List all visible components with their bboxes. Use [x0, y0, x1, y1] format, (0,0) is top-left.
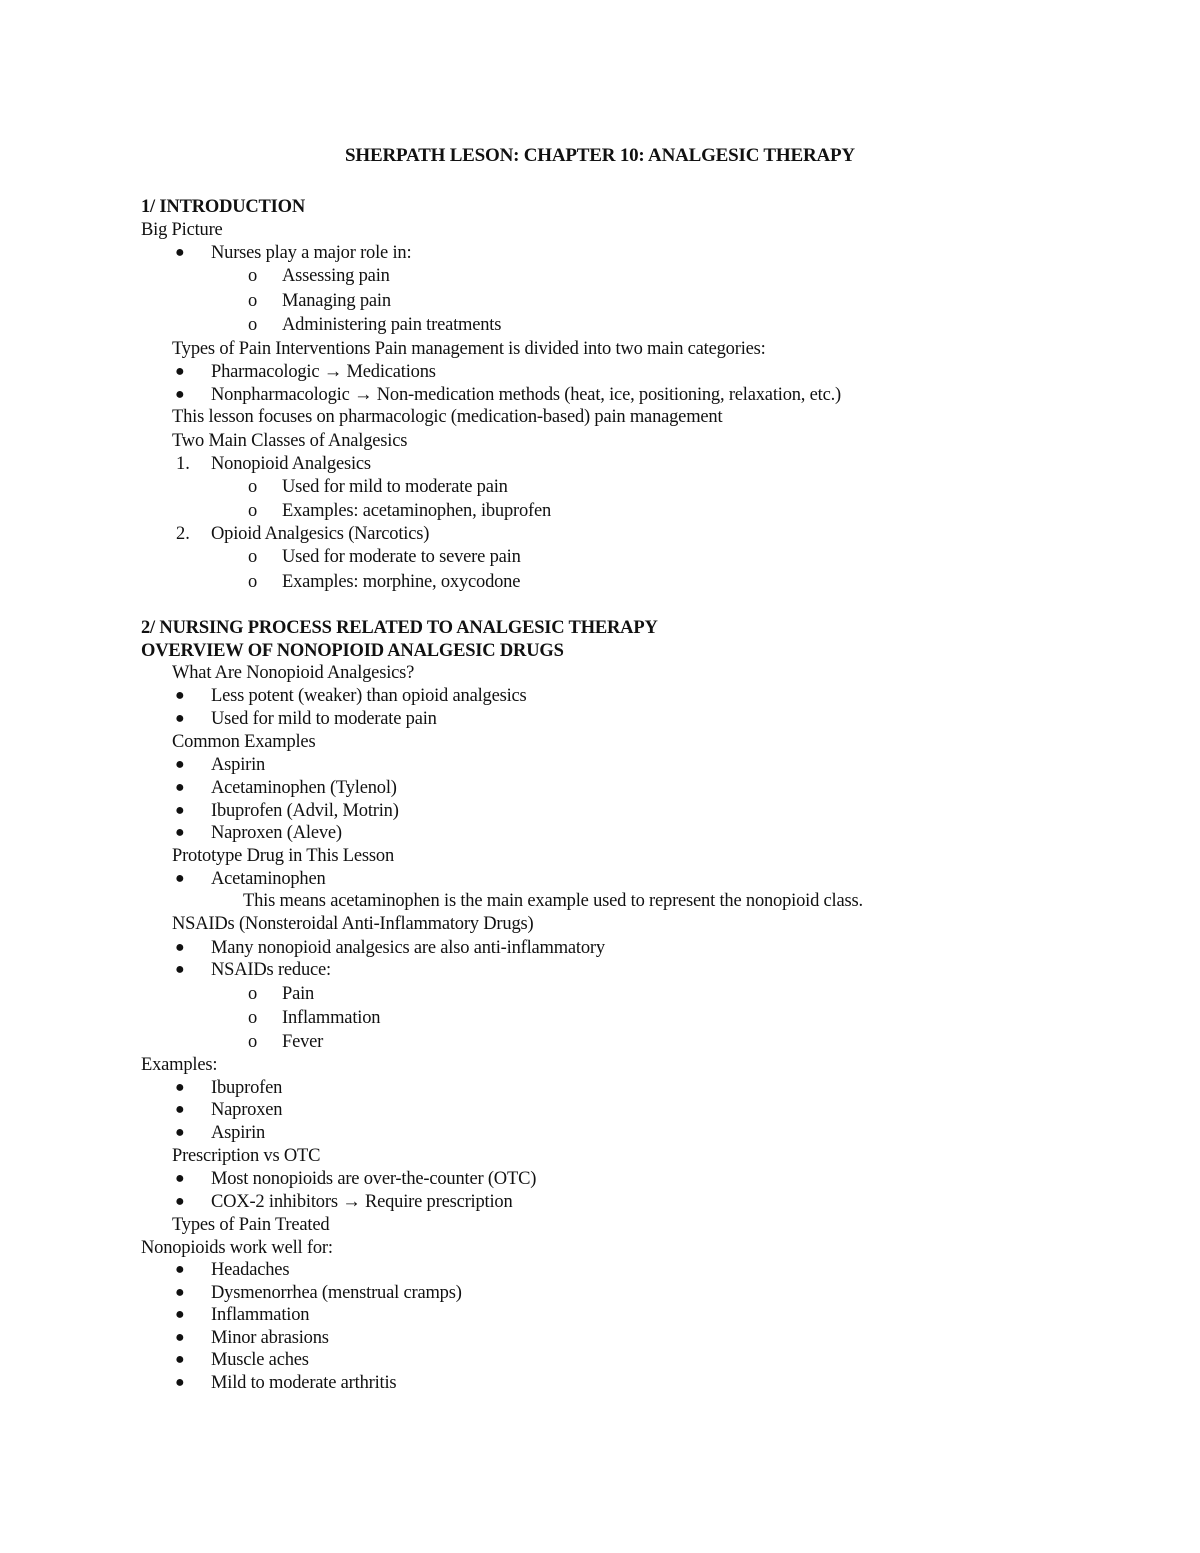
bullet-mark: ● — [175, 1306, 185, 1323]
bullet-mark: ● — [175, 1193, 185, 1210]
example-item: Aspirin — [211, 1123, 266, 1143]
treated-item: Muscle aches — [211, 1350, 309, 1370]
sub-bullet-mark: o — [248, 1008, 258, 1028]
section1-heading: 1/ INTRODUCTION — [141, 197, 306, 217]
common-example-item: Aspirin — [211, 755, 266, 775]
intervention-type-item: Nonpharmacologic → Non-medication methods (heat, ice, positioning, relaxation, etc.) — [211, 385, 841, 405]
types-intro-text: Types of Pain Interventions Pain management is divided into two main categories: — [172, 339, 766, 359]
treated-item: Inflammation — [211, 1305, 310, 1325]
bullet-mark: ● — [175, 244, 185, 261]
document-title: SHERPATH LESON: CHAPTER 10: ANALGESIC THERAPY — [345, 145, 855, 166]
treated-item: Dysmenorrhea (menstrual cramps) — [211, 1283, 462, 1303]
intervention-type-item: Pharmacologic → Medications — [211, 362, 436, 382]
rx-point-item: Most nonopioids are over-the-counter (OTC) — [211, 1169, 537, 1189]
bullet-mark: ● — [175, 386, 185, 403]
types-treated-heading: Types of Pain Treated — [172, 1215, 330, 1235]
bullet-mark: ● — [175, 1374, 185, 1391]
bullet-mark: ● — [175, 1351, 185, 1368]
sub-bullet-mark: o — [248, 1032, 258, 1052]
rx-heading: Prescription vs OTC — [172, 1146, 321, 1166]
treated-item: Mild to moderate arthritis — [211, 1373, 397, 1393]
sub-bullet-mark: o — [248, 266, 258, 286]
section2-subheading: OVERVIEW OF NONOPIOID ANALGESIC DRUGS — [141, 641, 564, 661]
prototype-item: Acetaminophen — [211, 869, 326, 889]
nsaids-point-item: NSAIDs reduce: — [211, 960, 331, 980]
example-item: Ibuprofen — [211, 1078, 283, 1098]
bullet-mark: ● — [175, 1284, 185, 1301]
role-item: Managing pain — [282, 291, 391, 311]
sub-bullet-mark: o — [248, 315, 258, 335]
bullet-mark: ● — [175, 824, 185, 841]
sub-bullet-mark: o — [248, 501, 258, 521]
bullet-mark: ● — [175, 687, 185, 704]
bullet-mark: ● — [175, 779, 185, 796]
nsaids-heading: NSAIDs (Nonsteroidal Anti-Inflammatory Drugs) — [172, 914, 534, 934]
class-point: Used for mild to moderate pain — [282, 477, 508, 497]
common-example-item: Acetaminophen (Tylenol) — [211, 778, 397, 798]
bullet-mark: ● — [175, 939, 185, 956]
role-item: Assessing pain — [282, 266, 390, 286]
what-are-heading: What Are Nonopioid Analgesics? — [172, 663, 415, 683]
nsaids-point-item: Many nonopioid analgesics are also anti-inflammatory — [211, 938, 605, 958]
common-examples-heading: Common Examples — [172, 732, 316, 752]
bullet-mark: ● — [175, 363, 185, 380]
list-number: 1. — [176, 454, 190, 474]
classes-heading: Two Main Classes of Analgesics — [172, 431, 408, 451]
what-point-item: Less potent (weaker) than opioid analgesics — [211, 686, 527, 706]
sub-bullet-mark: o — [248, 984, 258, 1004]
role-item: Administering pain treatments — [282, 315, 502, 335]
bullet-mark: ● — [175, 961, 185, 978]
nsaids-reduce-item: Pain — [282, 984, 315, 1004]
class-point: Examples: acetaminophen, ibuprofen — [282, 501, 552, 521]
treated-item: Headaches — [211, 1260, 290, 1280]
bullet-mark: ● — [175, 756, 185, 773]
rx-point-item: COX-2 inhibitors → Require prescription — [211, 1192, 513, 1212]
list-number: 2. — [176, 524, 190, 544]
bullet-mark: ● — [175, 1124, 185, 1141]
class-name: Nonopioid Analgesics — [211, 454, 371, 474]
treated-item: Minor abrasions — [211, 1328, 329, 1348]
bullet-mark: ● — [175, 1101, 185, 1118]
prototype-note: This means acetaminophen is the main example used to represent the nonopioid class. — [243, 891, 863, 911]
class-point: Examples: morphine, oxycodone — [282, 572, 521, 592]
common-example-item: Ibuprofen (Advil, Motrin) — [211, 801, 399, 821]
common-example-item: Naproxen (Aleve) — [211, 823, 342, 843]
nurses-role-item: Nurses play a major role in: — [211, 243, 412, 263]
sub-bullet-mark: o — [248, 291, 258, 311]
bullet-mark: ● — [175, 1079, 185, 1096]
bullet-mark: ● — [175, 802, 185, 819]
bullet-mark: ● — [175, 1170, 185, 1187]
work-well-text: Nonopioids work well for: — [141, 1238, 333, 1258]
sub-bullet-mark: o — [248, 547, 258, 567]
prototype-heading: Prototype Drug in This Lesson — [172, 846, 395, 866]
class-name: Opioid Analgesics (Narcotics) — [211, 524, 430, 544]
big-picture-label: Big Picture — [141, 220, 223, 240]
bullet-mark: ● — [175, 1329, 185, 1346]
sub-bullet-mark: o — [248, 477, 258, 497]
examples-heading: Examples: — [141, 1055, 218, 1075]
sub-bullet-mark: o — [248, 572, 258, 592]
nsaids-reduce-item: Inflammation — [282, 1008, 381, 1028]
class-point: Used for moderate to severe pain — [282, 547, 521, 567]
section2-heading: 2/ NURSING PROCESS RELATED TO ANALGESIC THERAPY — [141, 618, 658, 638]
example-item: Naproxen — [211, 1100, 283, 1120]
bullet-mark: ● — [175, 870, 185, 887]
bullet-mark: ● — [175, 710, 185, 727]
what-point-item: Used for mild to moderate pain — [211, 709, 437, 729]
bullet-mark: ● — [175, 1261, 185, 1278]
nsaids-reduce-item: Fever — [282, 1032, 324, 1052]
focus-text: This lesson focuses on pharmacologic (medication-based) pain management — [172, 407, 723, 427]
